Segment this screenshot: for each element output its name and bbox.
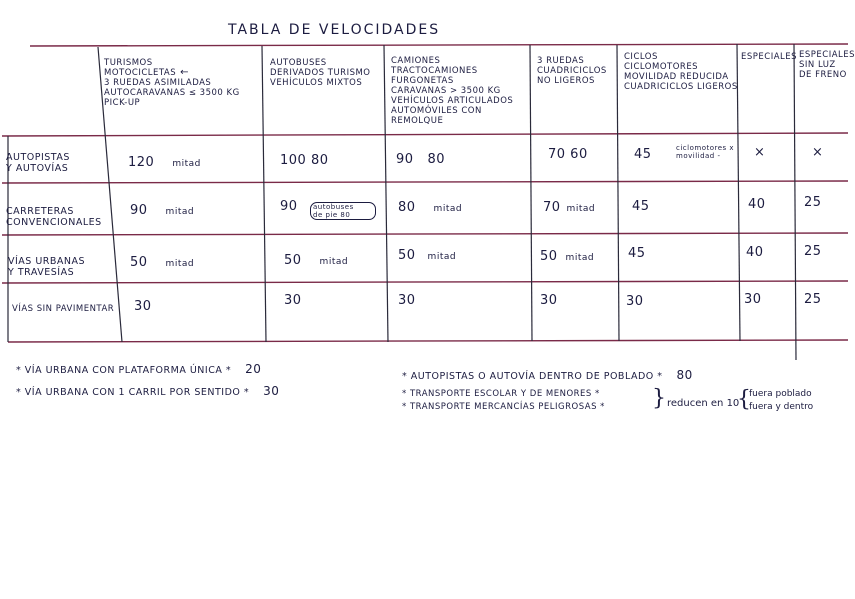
cell-urbanas-especiales-sin-freno: 25 [804, 244, 822, 259]
cell-urbanas-turismos: 50 mitad [130, 255, 195, 270]
note-reduce-group [652, 388, 666, 410]
note-plataforma-unica: * VÍA URBANA CON PLATAFORMA ÚNICA * 20 [16, 362, 262, 376]
header-especiales-sin-freno: ESPECIALES SIN LUZ DE FRENO [799, 50, 855, 80]
row-label-carreteras: CARRETERAS CONVENCIONALES [6, 206, 102, 228]
header-camiones: CAMIONES TRACTOCAMIONES FURGONETAS CARAVANAS > 3500 KG VEHÍCULOS ARTICULADOS AUTOMÓVILES CON REMOLQUE [391, 56, 514, 126]
cell-urbanas-especiales: 40 [746, 245, 764, 260]
cell-carreteras-camiones: 80 mitad [398, 200, 463, 215]
brace-icon: } [652, 386, 666, 411]
cell-autopistas-ciclos: 45 ciclomotores x movilidad - [634, 144, 735, 162]
cell-sin-pavimentar-camiones: 30 [398, 293, 416, 308]
cell-sin-pavimentar-especiales-sin-freno: 25 [804, 292, 822, 307]
cell-urbanas-autobuses: 50 mitad [284, 253, 349, 268]
cell-autopistas-camiones: 90 80 [396, 152, 445, 167]
arrow-left-icon: ← [180, 67, 190, 78]
header-turismos: TURISMOS MOTOCICLETAS ← 3 RUEDAS ASIMILADAS AUTOCARAVANAS ≤ 3500 KG PICK-UP [104, 58, 240, 108]
note-mercancias-peligrosas: * TRANSPORTE MERCANCÍAS PELIGROSAS * [402, 402, 605, 412]
cell-sin-pavimentar-especiales: 30 [744, 292, 762, 307]
row-label-autopistas: AUTOPISTAS Y AUTOVÍAS [6, 152, 70, 174]
header-ciclos: CICLOS CICLOMOTORES MOVILIDAD REDUCIDA CUADRICICLOS LIGEROS [624, 52, 738, 92]
cell-sin-pavimentar-autobuses: 30 [284, 293, 302, 308]
cell-autopistas-especiales-sin-freno: × [812, 145, 824, 160]
cell-carreteras-ciclos: 45 [632, 199, 650, 214]
cell-autopistas-tres-ruedas: 70 60 [548, 147, 588, 162]
row-label-sin-pavimentar: VÍAS SIN PAVIMENTAR [12, 304, 115, 314]
cell-autopistas-especiales: × [754, 145, 766, 160]
page-title: TABLA DE VELOCIDADES [228, 22, 441, 38]
note-reduce-text: reducen en 10 [667, 398, 740, 409]
note-transporte-escolar: * TRANSPORTE ESCOLAR Y DE MENORES * [402, 389, 600, 399]
cell-carreteras-turismos: 90 mitad [130, 203, 195, 218]
brace-open-icon: { [737, 387, 751, 412]
note-reduce-scope: fuera poblado fuera y dentro [749, 389, 814, 412]
cell-sin-pavimentar-ciclos: 30 [626, 294, 644, 309]
cell-urbanas-tres-ruedas: 50 mitad [540, 249, 595, 264]
cell-autopistas-autobuses: 100 80 [280, 153, 329, 168]
cell-carreteras-especiales: 40 [748, 197, 766, 212]
header-tres-ruedas: 3 RUEDAS CUADRICICLOS NO LIGEROS [537, 56, 607, 86]
cell-sin-pavimentar-turismos: 30 [134, 299, 152, 314]
cell-carreteras-tres-ruedas: 70 mitad [543, 200, 596, 215]
cell-carreteras-autobuses: 90 autobuses de pie 80 [280, 202, 380, 213]
cell-carreteras-especiales-sin-freno: 25 [804, 195, 822, 210]
cell-sin-pavimentar-tres-ruedas: 30 [540, 293, 558, 308]
cell-autopistas-turismos: 120 mitad [128, 155, 201, 170]
header-especiales: ESPECIALES [741, 52, 798, 62]
cell-urbanas-camiones: 50 mitad [398, 248, 457, 263]
header-autobuses: AUTOBUSES DERIVADOS TURISMO VEHÍCULOS MIXTOS [270, 58, 371, 88]
row-label-vias-urbanas: VÍAS URBANAS Y TRAVESÍAS [8, 256, 86, 278]
note-carril-por-sentido: * VÍA URBANA CON 1 CARRIL POR SENTIDO * 30 [16, 384, 280, 398]
note-autopista-poblado: * AUTOPISTAS O AUTOVÍA DENTRO DE POBLADO * 80 [402, 368, 693, 382]
cell-urbanas-ciclos: 45 [628, 246, 646, 261]
